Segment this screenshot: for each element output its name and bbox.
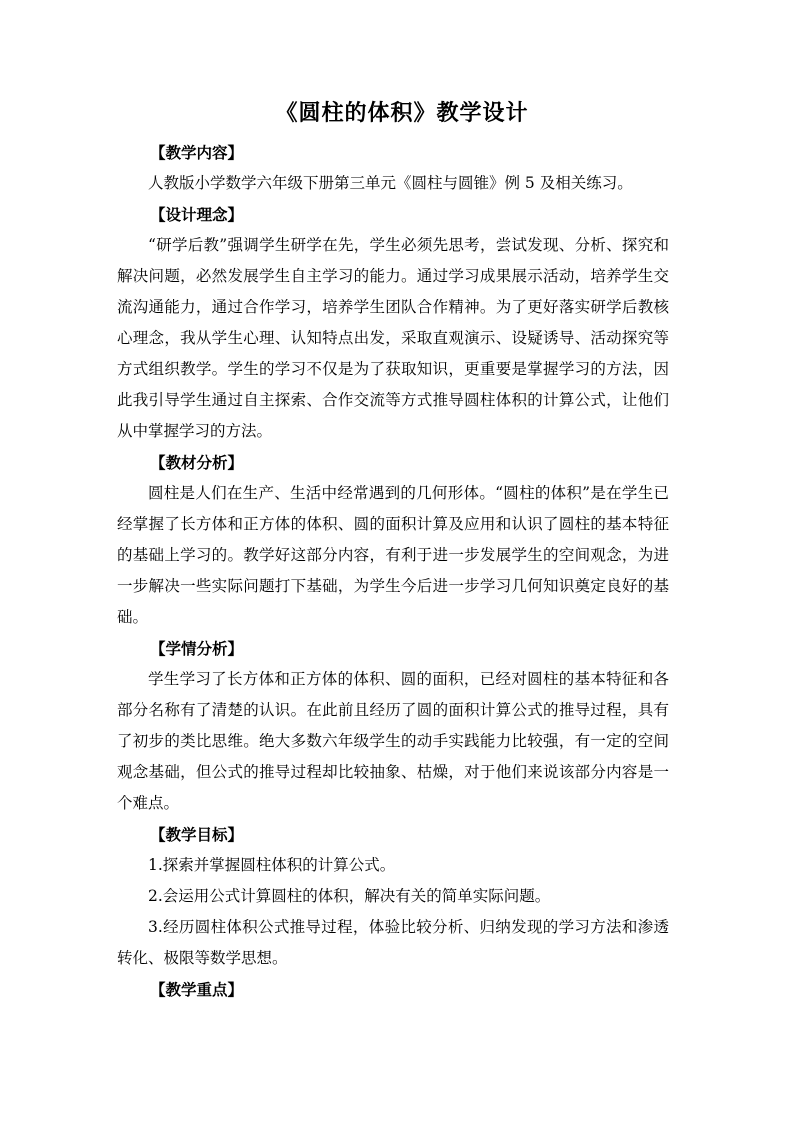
document-content [117, 96, 669, 1005]
section-heading: 【学情分析】 [150, 639, 244, 658]
document-title: 《圆柱的体积》教学设计 [275, 100, 529, 126]
section-design-concept [117, 199, 669, 447]
section-heading: 【教学内容】 [150, 143, 244, 162]
section-heading: 【教材分析】 [150, 453, 244, 472]
objective-item: 1.探索并掌握圆柱体积的计算公式。 [148, 856, 396, 874]
paragraph: 学生学习了长方体和正方体的体积、圆的面积，已经对圆柱的基本特征和各部分名称有了清楚的认识。在此前且经历了圆的面积计算公式的推导过程，具有了初步的类比思维。绝大多数六年级学生的动手实践能力比较强，有一定的空间观念基础，但公式的推导过程却比较抽象、枯燥，对于他们来说该部分内容是一个难点。 [117, 670, 669, 812]
section-teaching-content [117, 137, 669, 199]
section-heading: 【教学重点】 [150, 980, 244, 999]
objective-item: 3.经历圆柱体积公式推导过程，体验比较分析、归纳发现的学习方法和渗透转化、极限等数学思想。 [117, 918, 669, 967]
section-textbook-analysis [117, 447, 669, 633]
section-teaching-objectives [117, 819, 669, 974]
objective-item: 2.会运用公式计算圆柱的体积，解决有关的简单实际问题。 [148, 887, 551, 905]
section-heading: 【设计理念】 [150, 205, 244, 224]
section-student-analysis [117, 633, 669, 819]
paragraph: “研学后教”强调学生研学在先，学生必须先思考，尝试发现、分析、探究和解决问题，必然发展学生自主学习的能力。通过学习成果展示活动，培养学生交流沟通能力，通过合作学习，培养学生团队合作精神。为了更好落实研学后教核心理念，我从学生心理、认知特点出发，采取直观演示、设疑诱导、活动探究等方式组织教学。学生的学习不仅是为了获取知识，更重要是掌握学习的方法，因此我引导学生通过自主探索、合作交流等方式推导圆柱体积的计算公式，让他们从中掌握学习的方法。 [117, 236, 669, 440]
paragraph: 圆柱是人们在生产、生活中经常遇到的几何形体。“圆柱的体积”是在学生已经掌握了长方体和正方体的体积、圆的面积计算及应用和认识了圆柱的基本特征的基础上学习的。教学好这部分内容，有利于进一步发展学生的空间观念，为进一步解决一些实际问题打下基础，为学生今后进一步学习几何知识奠定良好的基础。 [117, 484, 669, 626]
paragraph: 人教版小学数学六年级下册第三单元《圆柱与圆锥》例 5 及相关练习。 [148, 174, 633, 192]
section-heading: 【教学目标】 [150, 825, 244, 844]
section-teaching-focus [117, 974, 669, 1005]
